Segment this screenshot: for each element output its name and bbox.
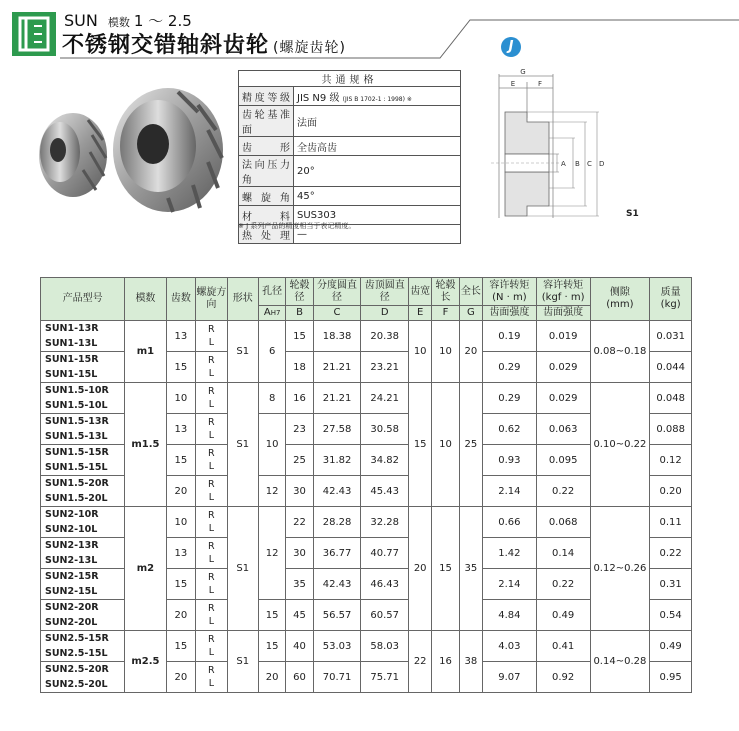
outer-dia-cell: 20.38 (361, 321, 409, 352)
series-code: SUN (64, 11, 98, 30)
outer-dia-cell: 60.57 (361, 600, 409, 631)
hand-left: L (208, 492, 214, 503)
part-number-l: SUN1.5-13L (45, 431, 108, 442)
pitch-dia-cell: 42.43 (313, 476, 361, 507)
outer-dia-cell: 46.43 (361, 569, 409, 600)
module-label: 模数 (107, 16, 130, 29)
pitch-dia-cell: 53.03 (313, 631, 361, 662)
mass-cell: 0.95 (650, 662, 692, 693)
part-number-r: SUN1-13R (45, 323, 99, 334)
part-number-cell (41, 662, 125, 693)
shape-cell: S1 (227, 631, 258, 693)
hub-dia-cell: 22 (286, 507, 313, 538)
part-number-l: SUN2-20L (45, 617, 98, 628)
spec-key: 热处理 (239, 225, 294, 244)
outer-dia-cell: 58.03 (361, 631, 409, 662)
hub-dia-cell: 18 (286, 352, 313, 383)
torque-kgf-cell: 0.019 (536, 321, 590, 352)
module-cell: m2 (125, 507, 167, 631)
torque-nm-cell: 0.29 (483, 352, 537, 383)
bore-cell: 12 (258, 507, 285, 600)
spec-value (294, 87, 461, 106)
hand-right: R (208, 572, 215, 583)
bore-tolerance: H7 (270, 309, 281, 318)
outer-dia-cell: 40.77 (361, 538, 409, 569)
hand-left: L (208, 678, 214, 689)
hub-dia-cell: 23 (286, 414, 313, 445)
col-backlash (590, 278, 650, 321)
bore-cell: 6 (258, 321, 285, 383)
col-strength-nm: 齿面强度 (483, 306, 537, 321)
torque-kgf-cell: 0.22 (536, 569, 590, 600)
col-teeth: 齿数 (166, 278, 195, 321)
helix-hand-cell (196, 476, 227, 507)
backlash-unit: (mm) (606, 299, 634, 310)
hand-right: R (208, 417, 215, 428)
hub-dia-cell: 35 (286, 569, 313, 600)
dim-label-f: F (537, 80, 543, 88)
outer-dia-cell: 23.21 (361, 352, 409, 383)
product-table (40, 277, 692, 693)
helix-hand-cell (196, 662, 227, 693)
spec-key: 齿轮基准面 (239, 106, 294, 137)
j-series-badge: J (501, 37, 521, 57)
col-face-width-sub: E (409, 306, 432, 321)
table-row (41, 631, 692, 662)
hand-right: R (208, 386, 215, 397)
hand-right: R (208, 541, 215, 552)
hub-dia-cell: 16 (286, 383, 313, 414)
pitch-dia-cell: 31.82 (313, 445, 361, 476)
dim-label-a: A (561, 160, 566, 168)
bore-cell: 15 (258, 631, 285, 662)
torque-nm-cell: 0.62 (483, 414, 537, 445)
backlash-cell: 0.10~0.22 (590, 383, 650, 507)
spec-value-text: JIS N9 级 (297, 92, 340, 104)
part-number-r: SUN2-15R (45, 571, 99, 582)
helix-hand-cell (196, 600, 227, 631)
hand-left: L (208, 461, 214, 472)
torque-nm-cell: 0.19 (483, 321, 537, 352)
bore-cell: 8 (258, 383, 285, 414)
torque-kgf-cell: 0.029 (536, 352, 590, 383)
teeth-cell: 13 (166, 321, 195, 352)
spec-key: 法向压力角 (239, 156, 294, 187)
pitch-dia-cell: 21.21 (313, 352, 361, 383)
col-part-number: 产品型号 (41, 278, 125, 321)
torque-nm-cell: 9.07 (483, 662, 537, 693)
backlash-label: 侧隙 (609, 287, 630, 298)
shape-cell: S1 (227, 507, 258, 631)
teeth-cell: 13 (166, 538, 195, 569)
col-mass (650, 278, 692, 321)
torque-kgf-cell: 0.49 (536, 600, 590, 631)
teeth-cell: 15 (166, 352, 195, 383)
mass-cell: 0.088 (650, 414, 692, 445)
part-number-l: SUN1-15L (45, 369, 98, 380)
col-shape: 形状 (227, 278, 258, 321)
col-outer-dia: 齿顶圆直径 (361, 278, 409, 306)
module-cell: m1.5 (125, 383, 167, 507)
hand-right: R (208, 603, 215, 614)
hand-left: L (208, 430, 214, 441)
backlash-cell: 0.12~0.26 (590, 507, 650, 631)
bore-cell: 10 (258, 414, 285, 476)
face-width-cell: 20 (409, 507, 432, 631)
col-outer-dia-sub: D (361, 306, 409, 321)
spec-value: 20° (294, 156, 461, 187)
hand-left: L (208, 523, 214, 534)
part-number-l: SUN2-15L (45, 586, 98, 597)
spec-key: 精度等级 (239, 87, 294, 106)
torque-kgf-cell: 0.068 (536, 507, 590, 538)
spec-value: 全齿高齿 (294, 137, 461, 156)
face-width-cell: 15 (409, 383, 432, 507)
torque-nm-cell: 2.14 (483, 476, 537, 507)
mass-cell: 0.20 (650, 476, 692, 507)
helix-hand-cell (196, 631, 227, 662)
pitch-dia-cell: 21.21 (313, 383, 361, 414)
hand-right: R (208, 510, 215, 521)
header-divider (0, 0, 739, 62)
table-row (41, 507, 692, 538)
table-row (41, 383, 692, 414)
hand-right: R (208, 324, 215, 335)
outer-dia-cell: 24.21 (361, 383, 409, 414)
common-spec-table (238, 70, 461, 244)
teeth-cell: 15 (166, 631, 195, 662)
hub-length-cell: 16 (432, 631, 459, 693)
col-hub-dia: 轮毂径 (286, 278, 313, 306)
col-total-length-sub: G (459, 306, 482, 321)
part-number-cell (41, 414, 125, 445)
total-length-cell: 38 (459, 631, 482, 693)
dim-label-b: B (575, 160, 580, 168)
torque-kgf-cell: 0.029 (536, 383, 590, 414)
torque-kgf-cell: 0.92 (536, 662, 590, 693)
hub-dia-cell: 30 (286, 538, 313, 569)
torque-nm-cell: 0.29 (483, 383, 537, 414)
spec-value: 45° (294, 187, 461, 206)
hub-length-cell: 15 (432, 507, 459, 631)
helix-hand-cell (196, 569, 227, 600)
hub-dia-cell: 30 (286, 476, 313, 507)
col-pitch-dia-sub: C (313, 306, 361, 321)
mass-cell: 0.11 (650, 507, 692, 538)
outer-dia-cell: 30.58 (361, 414, 409, 445)
spec-key: 螺旋角 (239, 187, 294, 206)
dim-label-e: E (510, 80, 516, 88)
hand-right: R (208, 355, 215, 366)
torque-kgf-unit: (kgf · m) (541, 291, 585, 303)
part-number-r: SUN1.5-20R (45, 478, 109, 489)
part-number-cell (41, 476, 125, 507)
title-subtitle: (螺旋齿轮) (273, 40, 346, 56)
col-hub-length-sub: F (432, 306, 459, 321)
part-number-l: SUN2-13L (45, 555, 98, 566)
hand-right: R (208, 634, 215, 645)
mass-label: 质量 (660, 287, 681, 298)
face-width-cell: 10 (409, 321, 432, 383)
part-number-cell (41, 631, 125, 662)
dimension-drawing (485, 68, 615, 223)
torque-kgf-cell: 0.063 (536, 414, 590, 445)
teeth-cell: 20 (166, 476, 195, 507)
title-text: 不锈钢交错轴斜齿轮 (62, 33, 270, 58)
spec-key: 材料 (239, 206, 294, 225)
torque-kgf-cell: 0.41 (536, 631, 590, 662)
mass-cell: 0.12 (650, 445, 692, 476)
torque-kgf-cell: 0.14 (536, 538, 590, 569)
spec-value: 法面 (294, 106, 461, 137)
part-number-l: SUN2.5-20L (45, 679, 108, 690)
hand-right: R (208, 479, 215, 490)
total-length-cell: 25 (459, 383, 482, 507)
helix-hand-cell (196, 321, 227, 352)
part-number-r: SUN2.5-20R (45, 664, 109, 675)
part-number-cell (41, 321, 125, 352)
col-hub-length: 轮毂长 (432, 278, 459, 306)
page-header (0, 0, 739, 62)
teeth-cell: 15 (166, 569, 195, 600)
col-face-width: 齿宽 (409, 278, 432, 306)
col-hub-dia-sub: B (286, 306, 313, 321)
hub-dia-cell: 25 (286, 445, 313, 476)
part-number-r: SUN1.5-15R (45, 447, 109, 458)
part-number-r: SUN2-13R (45, 540, 99, 551)
product-table-body (41, 321, 692, 693)
part-number-l: SUN1.5-15L (45, 462, 108, 473)
total-length-cell: 35 (459, 507, 482, 631)
part-number-cell (41, 600, 125, 631)
torque-nm-cell: 0.66 (483, 507, 537, 538)
pitch-dia-cell: 28.28 (313, 507, 361, 538)
teeth-cell: 15 (166, 445, 195, 476)
col-helix-hand: 螺旋方向 (196, 278, 227, 321)
helix-hand-cell (196, 414, 227, 445)
torque-nm-cell: 4.84 (483, 600, 537, 631)
torque-nm-label: 容许转矩 (489, 279, 530, 291)
hub-dia-cell: 45 (286, 600, 313, 631)
torque-kgf-label: 容许转矩 (543, 279, 584, 291)
bore-cell: 15 (258, 600, 285, 631)
bore-cell: 12 (258, 476, 285, 507)
mass-unit: (kg) (660, 299, 681, 310)
bore-symbol: A (263, 307, 271, 319)
outer-dia-cell: 32.28 (361, 507, 409, 538)
part-number-cell (41, 538, 125, 569)
helix-hand-cell (196, 507, 227, 538)
mass-cell: 0.044 (650, 352, 692, 383)
mass-cell: 0.22 (650, 538, 692, 569)
torque-nm-cell: 0.93 (483, 445, 537, 476)
hub-length-cell: 10 (432, 321, 459, 383)
pitch-dia-cell: 18.38 (313, 321, 361, 352)
outer-dia-cell: 75.71 (361, 662, 409, 693)
hand-left: L (208, 368, 214, 379)
total-length-cell: 20 (459, 321, 482, 383)
part-number-l: SUN1-13L (45, 338, 98, 349)
shape-label: S1 (626, 209, 639, 219)
gear-photo (28, 80, 228, 230)
torque-nm-unit: (N · m) (492, 291, 527, 303)
spec-value-standard: (JIS B 1702-1 : 1998) ※ (342, 95, 412, 103)
hub-dia-cell: 15 (286, 321, 313, 352)
hand-left: L (208, 554, 214, 565)
hub-dia-cell: 40 (286, 631, 313, 662)
module-cell: m1 (125, 321, 167, 383)
part-number-l: SUN2-10L (45, 524, 98, 535)
outer-dia-cell: 34.82 (361, 445, 409, 476)
pitch-dia-cell: 36.77 (313, 538, 361, 569)
part-number-r: SUN1-15R (45, 354, 99, 365)
torque-nm-cell: 4.03 (483, 631, 537, 662)
mass-cell: 0.031 (650, 321, 692, 352)
torque-nm-cell: 1.42 (483, 538, 537, 569)
dim-label-c: C (587, 160, 592, 168)
mass-cell: 0.31 (650, 569, 692, 600)
col-strength-kgf: 齿面强度 (536, 306, 590, 321)
part-number-cell (41, 569, 125, 600)
pitch-dia-cell: 27.58 (313, 414, 361, 445)
spec-value: — (294, 225, 461, 244)
table-row (41, 321, 692, 352)
col-pitch-dia: 分度圆直径 (313, 278, 361, 306)
col-torque-kgf (536, 278, 590, 306)
spec-key: 齿形 (239, 137, 294, 156)
part-number-l: SUN2.5-15L (45, 648, 108, 659)
part-number-cell (41, 507, 125, 538)
hand-left: L (208, 337, 214, 348)
pitch-dia-cell: 56.57 (313, 600, 361, 631)
torque-nm-cell: 2.14 (483, 569, 537, 600)
hand-right: R (208, 448, 215, 459)
part-number-cell (41, 352, 125, 383)
backlash-cell: 0.14~0.28 (590, 631, 650, 693)
col-bore-sub (258, 306, 285, 321)
part-number-l: SUN1.5-20L (45, 493, 108, 504)
torque-kgf-cell: 0.22 (536, 476, 590, 507)
spec-heading: 共通规格 (239, 71, 461, 87)
dim-label-g: G (520, 68, 526, 76)
mass-cell: 0.49 (650, 631, 692, 662)
part-number-cell (41, 445, 125, 476)
module-cell: m2.5 (125, 631, 167, 693)
hand-left: L (208, 399, 214, 410)
part-number-cell (41, 383, 125, 414)
teeth-cell: 13 (166, 414, 195, 445)
col-torque-nm (483, 278, 537, 306)
bore-cell: 20 (258, 662, 285, 693)
hand-right: R (208, 665, 215, 676)
teeth-cell: 20 (166, 662, 195, 693)
pitch-dia-cell: 42.43 (313, 569, 361, 600)
teeth-cell: 10 (166, 383, 195, 414)
pitch-dia-cell: 70.71 (313, 662, 361, 693)
shape-cell: S1 (227, 383, 258, 507)
hand-left: L (208, 647, 214, 658)
part-number-r: SUN1.5-10R (45, 385, 109, 396)
col-total-length: 全长 (459, 278, 482, 306)
hand-left: L (208, 616, 214, 627)
part-number-l: SUN1.5-10L (45, 400, 108, 411)
helix-hand-cell (196, 383, 227, 414)
spec-value: SUS303 (294, 206, 461, 225)
backlash-cell: 0.08~0.18 (590, 321, 650, 383)
part-number-r: SUN2-10R (45, 509, 99, 520)
teeth-cell: 20 (166, 600, 195, 631)
module-range: 1 ～ 2.5 (133, 12, 192, 30)
teeth-cell: 10 (166, 507, 195, 538)
torque-kgf-cell: 0.095 (536, 445, 590, 476)
spec-note: ※ J 系列产品的精度相当于表记精度。 (238, 222, 356, 230)
outer-dia-cell: 45.43 (361, 476, 409, 507)
shape-cell: S1 (227, 321, 258, 383)
face-width-cell: 22 (409, 631, 432, 693)
hub-length-cell: 10 (432, 383, 459, 507)
mass-cell: 0.54 (650, 600, 692, 631)
mass-cell: 0.048 (650, 383, 692, 414)
part-number-r: SUN1.5-13R (45, 416, 109, 427)
part-number-r: SUN2-20R (45, 602, 99, 613)
helix-hand-cell (196, 352, 227, 383)
helix-hand-cell (196, 445, 227, 476)
hand-left: L (208, 585, 214, 596)
hub-dia-cell: 60 (286, 662, 313, 693)
helix-hand-cell (196, 538, 227, 569)
col-module: 模数 (125, 278, 167, 321)
part-number-r: SUN2.5-15R (45, 633, 109, 644)
dim-label-d: D (599, 160, 605, 168)
col-bore: 孔径 (258, 278, 285, 306)
